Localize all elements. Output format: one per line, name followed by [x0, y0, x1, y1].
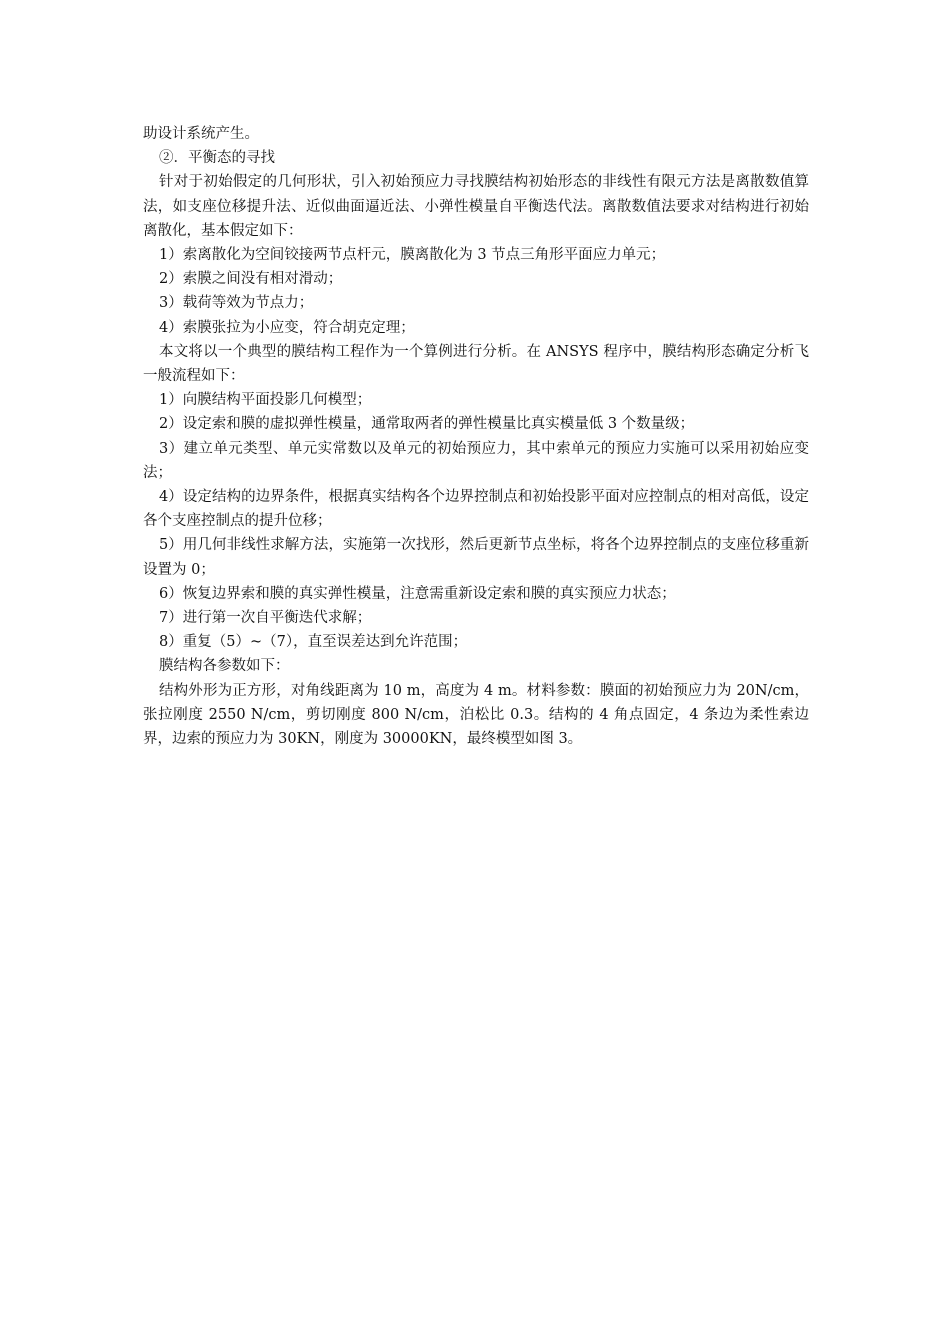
- procedure-step: 1）向膜结构平面投影几何模型；: [159, 392, 372, 409]
- procedure-step: 6）恢复边界索和膜的真实弹性模量，注意需重新设定索和膜的真实预应力状态；: [159, 585, 676, 602]
- procedure-step: 5）用几何非线性求解方法，实施第一次找形，然后更新节点坐标，将各个边界控制点的支座位移重新设置为 0；: [143, 537, 809, 578]
- paragraph-intro: 针对于初始假定的几何形状，引入初始预应力寻找膜结构初始形态的非线性有限元方法是离散数值算法，如支座位移提升法、近似曲面逼近法、小弹性模量自平衡迭代法。离散数值法要求对结构进行初始离散化，基本假定如下：: [143, 174, 809, 239]
- document-body: [143, 122, 809, 751]
- paragraph-continuation: 助设计系统产生。: [143, 126, 259, 142]
- procedure-step: 3）建立单元类型、单元实常数以及单元的初始预应力，其中索单元的预应力实施可以采用初始应变法；: [143, 440, 809, 481]
- assumption-item: 1）索离散化为空间铰接两节点杆元，膜离散化为 3 节点三角形平面应力单元；: [159, 247, 666, 264]
- assumption-item: 3）载荷等效为节点力；: [159, 295, 314, 312]
- assumption-item: 2）索膜之间没有相对滑动；: [159, 271, 343, 288]
- section-heading: ②．平衡态的寻找: [159, 150, 275, 167]
- procedure-step: 7）进行第一次自平衡迭代求解；: [159, 610, 372, 627]
- paragraph-case-study: 本文将以一个典型的膜结构工程作为一个算例进行分析。在 ANSYS 程序中，膜结构形态确定分析飞一般流程如下：: [143, 343, 809, 385]
- procedure-step: 2）设定索和膜的虚拟弹性模量，通常取两者的弹性模量比真实模量低 3 个数量级；: [159, 416, 695, 433]
- parameters-paragraph: 结构外形为正方形，对角线距离为 10 m，高度为 4 m。材料参数：膜面的初始预应力为 20N/cm，张拉刚度 2550 N/cm，剪切刚度 800 N/cm，泊松比 0.3。结构的 4 角点固定，4 条边为柔性索边界，边索的预应力为 30KN，刚度为 30000KN，最终模型如图 3。: [143, 682, 809, 748]
- procedure-step: 4）设定结构的边界条件，根据真实结构各个边界控制点和初始投影平面对应控制点的相对高低，设定各个支座控制点的提升位移；: [143, 489, 809, 530]
- procedure-step: 8）重复（5）~（7），直至误差达到允许范围；: [159, 634, 468, 651]
- parameters-heading: 膜结构各参数如下：: [159, 658, 290, 675]
- assumption-item: 4）索膜张拉为小应变，符合胡克定理；: [159, 319, 415, 336]
